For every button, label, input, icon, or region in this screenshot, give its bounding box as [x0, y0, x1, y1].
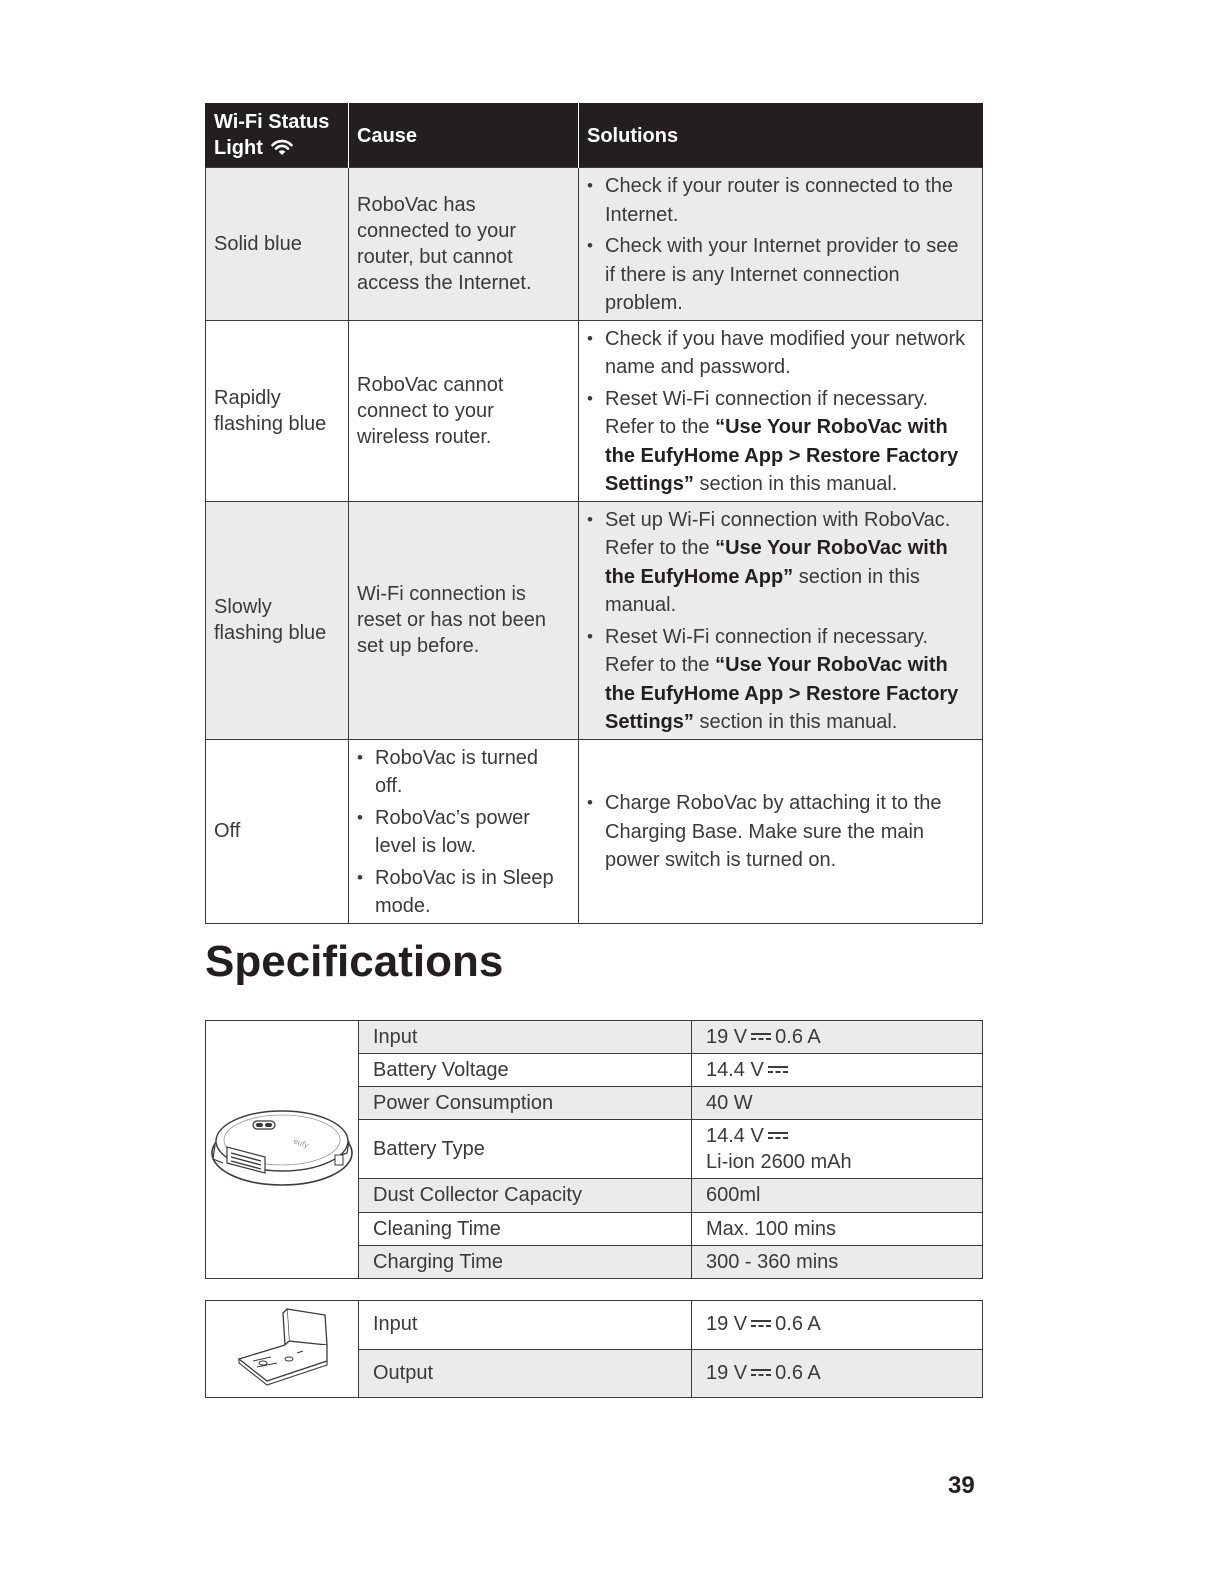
solutions-cell [579, 320, 983, 501]
solutions-cell [579, 501, 983, 739]
dc-current-icon [751, 1033, 771, 1040]
solution-text: Reset Wi-Fi connection if necessary. Refer to the [605, 387, 929, 438]
dc-current-icon [751, 1369, 771, 1376]
spec-label: Charging Time [359, 1246, 692, 1279]
wifi-icon [271, 137, 293, 163]
spec-label: Battery Type [359, 1120, 692, 1179]
spec-value [692, 1301, 983, 1350]
solution-text: Reset Wi-Fi connection if necessary. Refer to the [605, 625, 929, 676]
solution-item: • Charge RoboVac by attaching it to the Charging Base. Make sure the main power switch is turned on. [585, 789, 974, 875]
spec-value-part: 0.6 A [775, 1025, 821, 1048]
status-cell: Solid blue [206, 168, 349, 321]
charging-base-spec-table [205, 1300, 983, 1398]
solution-item: • Check with your Internet provider to see if there is any Internet connection problem. [585, 232, 974, 318]
spec-value-part: 14.4 V [706, 1125, 764, 1147]
header-status-line1: Wi-Fi Status [214, 111, 330, 133]
solutions-cell [579, 168, 983, 321]
table-row [206, 501, 983, 739]
solution-text: section in this manual. [605, 565, 920, 616]
spec-value-part: 19 V [706, 1313, 748, 1336]
page-number: 39 [948, 1472, 975, 1499]
table-row [206, 320, 983, 501]
spec-label: Cleaning Time [359, 1213, 692, 1246]
table-row [206, 1301, 983, 1350]
solution-item: • Check if you have modified your network name and password. [585, 325, 974, 382]
spec-value [692, 1021, 983, 1054]
status-cell: Slowly flashing blue [206, 501, 349, 739]
spec-value-part: 19 V [706, 1361, 748, 1384]
cause-item: • RoboVac is in Sleep mode. [355, 864, 570, 921]
wifi-troubleshooting-table [205, 103, 983, 924]
header-status-line2: Light [214, 137, 263, 159]
solution-item [585, 623, 974, 737]
dc-current-icon [751, 1320, 771, 1327]
manual-section-reference: “Use Your RoboVac with the EufyHome App > Restore Factory Settings” [605, 416, 959, 495]
status-cell: Off [206, 739, 349, 923]
solution-item [585, 385, 974, 499]
header-wifi-status [206, 103, 349, 168]
charging-base-illustration [227, 1301, 337, 1391]
spec-label: Power Consumption [359, 1087, 692, 1120]
base-image-cell [206, 1301, 359, 1398]
spec-value: 300 - 360 mins [692, 1246, 983, 1279]
table-row [206, 168, 983, 321]
status-cell: Rapidly flashing blue [206, 320, 349, 501]
solution-text: Set up Wi-Fi connection with RoboVac. Refer to the [605, 508, 951, 559]
cause-cell: Wi-Fi connection is reset or has not been set up before. [349, 501, 579, 739]
solution-text: section in this manual. [693, 711, 898, 733]
spec-label: Input [359, 1301, 692, 1350]
spec-value [692, 1054, 983, 1087]
solution-item [585, 506, 974, 620]
spec-label: Output [359, 1349, 692, 1398]
cause-item: • RoboVac is turned off. [355, 744, 570, 801]
robovac-logo-text: eufy [292, 1135, 310, 1150]
spec-value: Max. 100 mins [692, 1213, 983, 1246]
spec-value [692, 1349, 983, 1398]
dc-current-icon [768, 1066, 788, 1073]
spec-value [692, 1120, 983, 1179]
header-solutions: Solutions [579, 103, 983, 168]
spec-value-part: 19 V [706, 1025, 748, 1048]
solution-item: • Check if your router is connected to the Internet. [585, 172, 974, 229]
spec-value: 600ml [692, 1179, 983, 1213]
table-header-row [206, 103, 983, 168]
spec-label: Battery Voltage [359, 1054, 692, 1087]
robovac-image-cell [206, 1021, 359, 1279]
header-cause: Cause [349, 103, 579, 168]
robovac-spec-table [205, 1020, 983, 1279]
spec-value-part: 14.4 V [706, 1058, 764, 1081]
solution-text: section in this manual. [693, 473, 898, 495]
robovac-illustration [209, 1101, 355, 1193]
spec-value-part: 0.6 A [775, 1361, 821, 1384]
spec-value-part: Li-ion 2600 mAh [706, 1151, 852, 1173]
cause-cell: RoboVac cannot connect to your wireless router. [349, 320, 579, 501]
cause-cell [349, 739, 579, 923]
spec-label: Input [359, 1021, 692, 1054]
manual-section-reference: “Use Your RoboVac with the EufyHome App” [605, 537, 948, 588]
dc-current-icon [768, 1132, 788, 1139]
table-row [206, 1021, 983, 1054]
cause-item: • RoboVac’s power level is low. [355, 804, 570, 861]
spec-value-part: 0.6 A [775, 1313, 821, 1336]
table-row [206, 739, 983, 923]
manual-section-reference: “Use Your RoboVac with the EufyHome App > Restore Factory Settings” [605, 654, 959, 733]
cause-cell: RoboVac has connected to your router, but cannot access the Internet. [349, 168, 579, 321]
solutions-cell [579, 739, 983, 923]
spec-label: Dust Collector Capacity [359, 1179, 692, 1213]
spec-value: 40 W [692, 1087, 983, 1120]
specifications-heading: Specifications [205, 937, 504, 986]
